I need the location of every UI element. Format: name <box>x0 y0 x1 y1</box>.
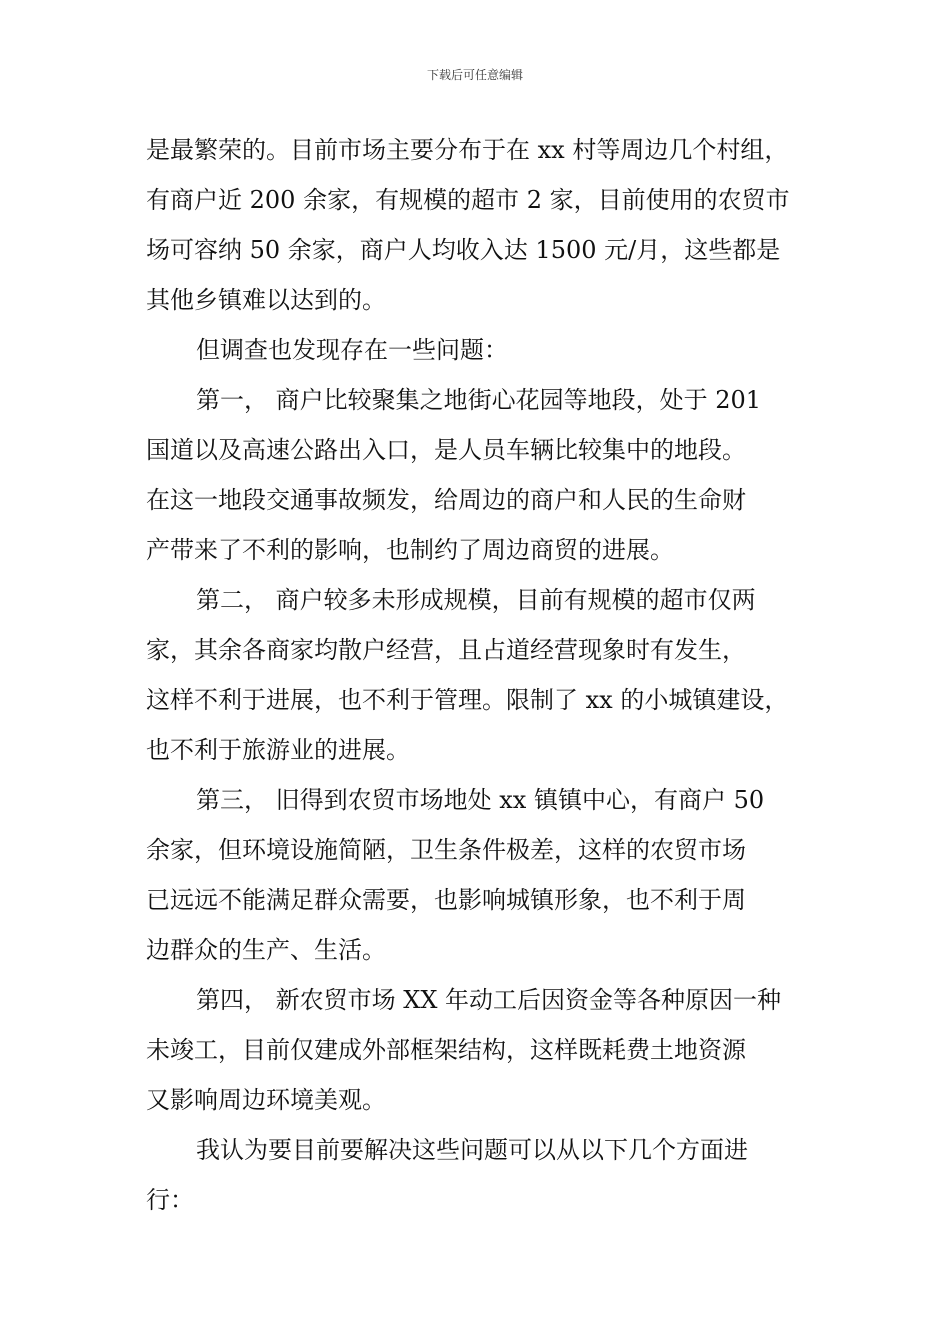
text-line: 产带来了不利的影响，也制约了周边商贸的进展。 <box>146 536 674 564</box>
text-line: 又影响周边环境美观。 <box>146 1086 386 1114</box>
text-line: 场可容纳 50 余家，商户人均收入达 1500 元/月，这些都是 <box>146 236 781 264</box>
text-line: 其他乡镇难以达到的。 <box>146 286 386 314</box>
text-line: 这样不利于进展，也不利于管理。限制了 xx 的小城镇建设， <box>146 686 789 714</box>
text-line: 家，其余各商家均散户经营，且占道经营现象时有发生， <box>146 636 746 664</box>
text-line: 第三， 旧得到农贸市场地处 xx 镇镇中心，有商户 50 <box>196 786 765 814</box>
text-line: 第一， 商户比较聚集之地街心花园等地段，处于 201 <box>196 386 762 414</box>
text-line: 是最繁荣的。目前市场主要分布于在 xx 村等周边几个村组， <box>146 136 789 164</box>
text-line: 有商户近 200 余家，有规模的超市 2 家，目前使用的农贸市 <box>146 186 790 214</box>
page-header-note: 下载后可任意编辑 <box>426 68 523 82</box>
text-line: 第四， 新农贸市场 XX 年动工后因资金等各种原因一种 <box>196 986 782 1014</box>
text-line: 在这一地段交通事故频发，给周边的商户和人民的生命财 <box>146 486 746 514</box>
text-line: 未竣工，目前仅建成外部框架结构，这样既耗费土地资源 <box>146 1036 746 1064</box>
text-line: 国道以及高速公路出入口，是人员车辆比较集中的地段。 <box>146 436 746 464</box>
text-line: 边群众的生产、生活。 <box>146 936 386 964</box>
text-line: 我认为要目前要解决这些问题可以从以下几个方面进 <box>196 1136 748 1164</box>
text-line: 第二， 商户较多未形成规模，目前有规模的超市仅两 <box>196 586 756 614</box>
text-line: 余家，但环境设施简陋，卫生条件极差，这样的农贸市场 <box>146 836 746 864</box>
text-line: 已远远不能满足群众需要，也影响城镇形象，也不利于周 <box>146 886 746 914</box>
text-line: 也不利于旅游业的进展。 <box>146 736 410 764</box>
text-line: 行： <box>146 1186 194 1214</box>
text-line: 但调查也发现存在一些问题： <box>196 336 508 364</box>
